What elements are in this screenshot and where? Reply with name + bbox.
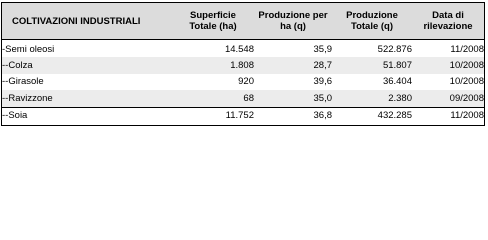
header-survey-date-text: Data di rilevazione	[423, 10, 473, 32]
table-header	[2, 3, 484, 40]
cell-production: 51.807	[332, 57, 412, 73]
cell-yield: 36,8	[254, 107, 332, 124]
table-row	[2, 74, 484, 90]
cell-crop: --Girasole	[2, 76, 44, 88]
cell-production: 2.380	[332, 90, 412, 107]
header-production-per-ha-text: Produzione per ha (q)	[258, 10, 328, 32]
cell-yield: 39,6	[313, 76, 332, 88]
cell-area: 920	[238, 76, 254, 88]
table-row	[2, 57, 484, 73]
cell-yield: 28,7	[254, 57, 332, 73]
cell-area: 1.808	[172, 57, 254, 73]
header-total-production-text: Produzione Totale (q)	[346, 10, 398, 32]
header-production-per-ha	[254, 3, 332, 40]
header-total-area	[172, 3, 254, 40]
cell-area: 11.752	[172, 107, 254, 124]
table-row	[2, 90, 484, 107]
crops-table	[2, 3, 484, 124]
cell-production: 432.285	[332, 107, 412, 124]
cell-crop: --Ravizzone	[2, 90, 172, 107]
cell-date: 09/2008	[412, 90, 484, 107]
header-survey-date	[412, 3, 484, 40]
header-total-production	[332, 3, 412, 40]
cell-production: 36.404	[382, 76, 412, 88]
table-row	[2, 40, 484, 58]
cell-area: 68	[172, 90, 254, 107]
cell-yield: 35,0	[254, 90, 332, 107]
cell-production: 522.876	[377, 43, 412, 55]
table-row	[2, 107, 484, 124]
cell-area: 14.548	[224, 43, 254, 55]
cell-crop: --Colza	[2, 57, 172, 73]
cell-date: 11/2008	[450, 43, 484, 55]
cell-date: 10/2008	[412, 57, 484, 73]
cell-yield: 35,9	[313, 43, 332, 55]
cell-date: 10/2008	[449, 76, 484, 88]
cell-crop: -Semi oleosi	[2, 43, 55, 55]
cell-crop: --Soia	[2, 107, 172, 124]
cell-date: 11/2008	[412, 107, 484, 124]
header-total-area-text: Superficie Totale (ha)	[189, 10, 237, 32]
header-crops: COLTIVAZIONI INDUSTRIALI	[2, 3, 172, 40]
